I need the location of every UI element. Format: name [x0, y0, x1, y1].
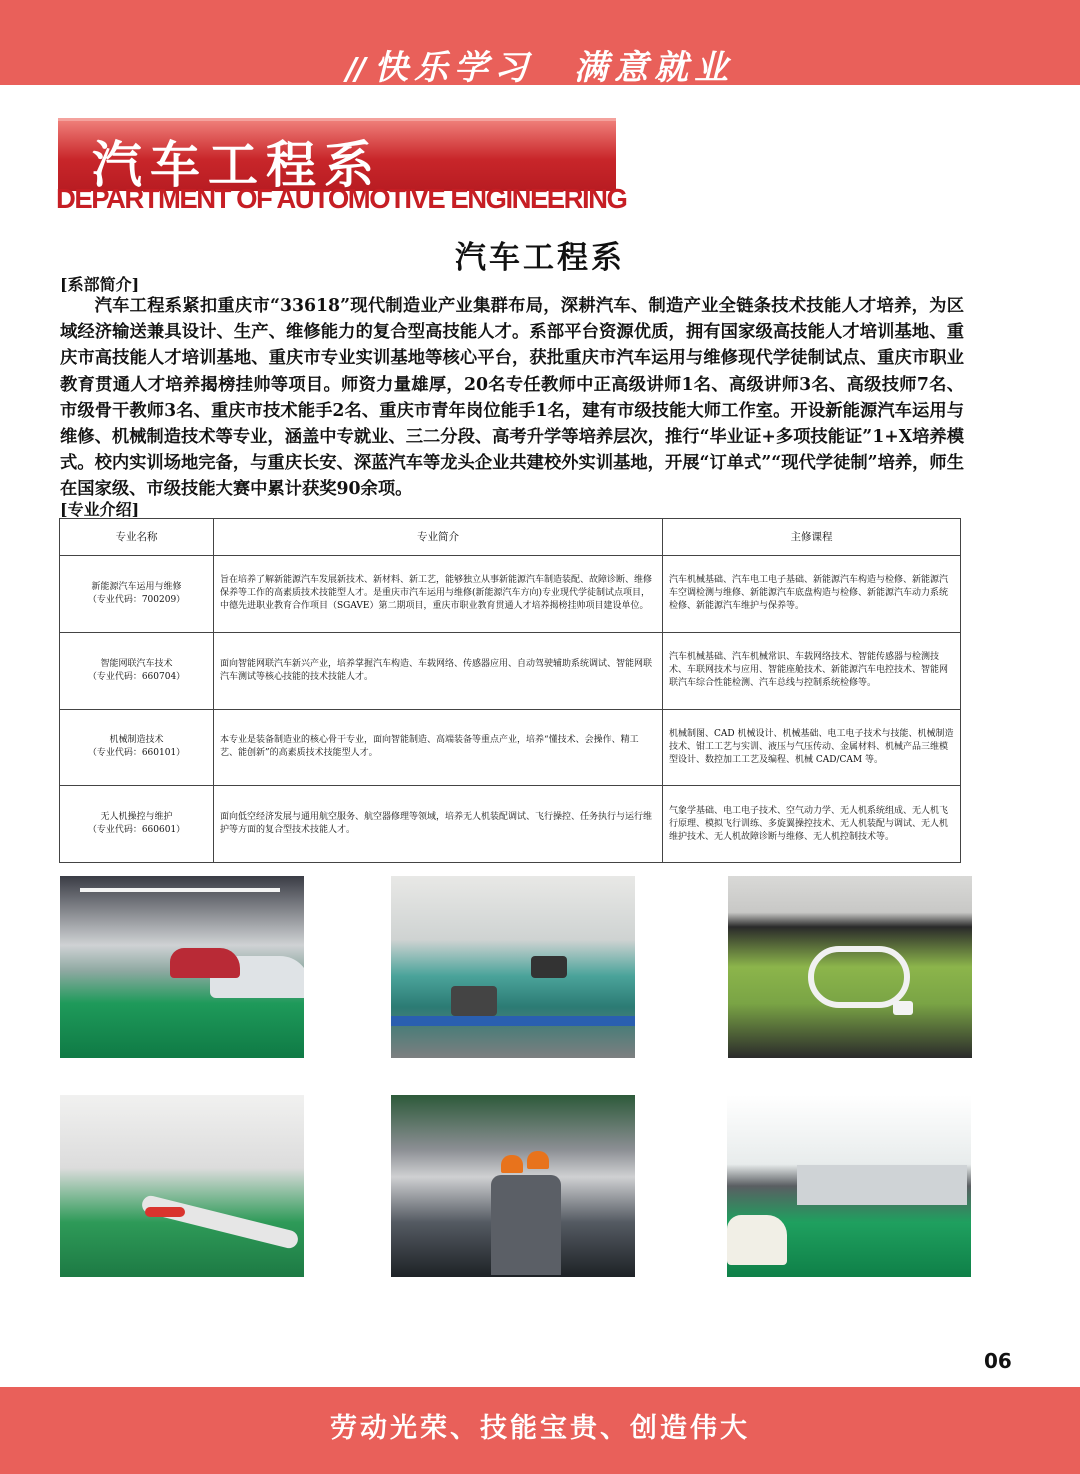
column-header-desc: 专业简介 — [214, 519, 663, 556]
majors-table — [59, 518, 961, 863]
major-code: （专业代码：660704） — [87, 671, 186, 682]
major-courses: 机械制图、CAD 机械设计、机械基础、电工电子技术与技能、机械制造技术、钳工工艺与实训、液压与气压传动、金属材料、机械产品三维模型设计、数控加工工艺及编程、机械 CAD/CAM 等。 — [663, 709, 961, 786]
major-courses: 汽车机械基础、汽车电工电子基础、新能源汽车构造与检修、新能源汽车空调检测与维修、新能源汽车底盘构造与检修、新能源汽车动力系统检修、新能源汽车维护与保养等。 — [663, 556, 961, 633]
major-courses: 汽车机械基础、汽车机械常识、车载网络技术、智能传感器与检测技术、车联网技术与应用、智能座舱技术、新能源汽车电控技术、智能网联汽车综合性能检测、汽车总线与控制系统检修等。 — [663, 632, 961, 709]
photo-training-hall — [727, 1095, 971, 1277]
slash-decoration: // — [346, 52, 364, 87]
department-title-cn: 汽车工程系 — [92, 136, 382, 194]
photo-drone-lab — [60, 1095, 304, 1277]
table-row — [60, 556, 961, 633]
major-code: （专业代码：660601） — [87, 825, 186, 836]
major-name: 无人机操控与维护 — [100, 812, 173, 823]
photo-smart-car-track — [728, 876, 972, 1058]
slogan-left: 快乐学习 — [373, 48, 534, 88]
major-name-cell — [60, 632, 214, 709]
major-desc: 本专业是装备制造业的核心骨干专业，面向智能制造、高端装备等重点产业，培养“懂技术、会操作、精工艺、能创新”的高素质技术技能型人才。 — [214, 709, 663, 786]
major-name-cell — [60, 709, 214, 786]
photo-vehicle-workshop — [60, 876, 304, 1058]
major-name-cell — [60, 786, 214, 863]
department-title-en: DEPARTMENT OF AUTOMOTIVE ENGINEERING — [56, 183, 627, 214]
footer-slogan: 劳动光荣、技能宝贵、创造伟大 — [330, 1413, 750, 1444]
major-name: 智能网联汽车技术 — [100, 658, 173, 669]
major-courses: 气象学基础、电工电子技术、空气动力学、无人机系统组成、无人机飞行原理、模拟飞行训练、多旋翼操控技术、无人机装配与调试、无人机维护技术、无人机故障诊断与维修、无人机控制技术等。 — [663, 786, 961, 863]
intro-label: [系部简介] — [60, 275, 140, 294]
major-code: （专业代码：660101） — [87, 748, 186, 759]
column-header-courses: 主修课程 — [663, 519, 961, 556]
majors-label: [专业介绍] — [60, 500, 140, 519]
table-row — [60, 709, 961, 786]
photo-fitting-workshop — [391, 876, 635, 1058]
major-name: 新能源汽车运用与维修 — [91, 581, 182, 592]
major-name: 机械制造技术 — [109, 735, 164, 746]
slogan-right: 满意就业 — [573, 48, 734, 88]
major-desc: 面向低空经济发展与通用航空服务、航空器修理等领域，培养无人机装配调试、飞行操控、任务执行与运行维护等方面的复合型技术技能人才。 — [214, 786, 663, 863]
major-name-cell — [60, 556, 214, 633]
table-row — [60, 786, 961, 863]
major-code: （专业代码：700209） — [87, 594, 186, 605]
page-title: 汽车工程系 — [455, 240, 625, 276]
table-header-row — [60, 519, 961, 556]
intro-paragraph: 汽车工程系紧扣重庆市“33618”现代制造业产业集群布局，深耕汽车、制造产业全链条技术技能人才培养，为区域经济输送兼具设计、生产、维修能力的复合型高技能人才。系部平台资源优质，拥有国家级高技能人才培训基地、重庆市高技能人才培训基地、重庆市专业实训基地等核心平台，获批重庆市汽车运用与维修现代学徒制试点、重庆市职业教育贯通人才培养揭榜挂帅等项目。师资力量雄厚，20名专任教师中正高级讲师1名、高级讲师3名、高级技师7名、市级骨干教师3名、重庆市技术能手2名、重庆市青年岗位能手1名，建有市级技能大师工作室。开设新能源汽车运用与维修、机械制造技术等专业，涵盖中专就业、三二分段、高考升学等培养层次，推行“毕业证+多项技能证”1+X培养模式。校内实训场地完备，与重庆长安、深蓝汽车等龙头企业共建校外实训基地，开展“订单式”“现代学徒制”培养，师生在国家级、市级技能大赛中累计获奖90余项。 — [60, 296, 964, 500]
header-slogan — [0, 40, 1080, 89]
department-title-banner — [58, 118, 616, 194]
major-desc: 面向智能网联汽车新兴产业，培养掌握汽车构造、车载网络、传感器应用、自动驾驶辅助系统调试、智能网联汽车测试等核心技能的技术技能人才。 — [214, 632, 663, 709]
major-desc: 旨在培养了解新能源汽车发展新技术、新材料、新工艺，能够独立从事新能源汽车制造装配、故障诊断、维修保养等工作的高素质技术技能型人才。是重庆市汽车运用与维修(新能源汽车方向)专业现代学徒制试点项目，中德先进职业教育合作项目（SGAVE）第二期项目，重庆市职业教育贯通人才培养揭榜挂帅项目建设单位。 — [214, 556, 663, 633]
table-row — [60, 632, 961, 709]
photo-engine-repair — [391, 1095, 635, 1277]
page-number: 06 — [984, 1349, 1012, 1373]
column-header-name: 专业名称 — [60, 519, 214, 556]
